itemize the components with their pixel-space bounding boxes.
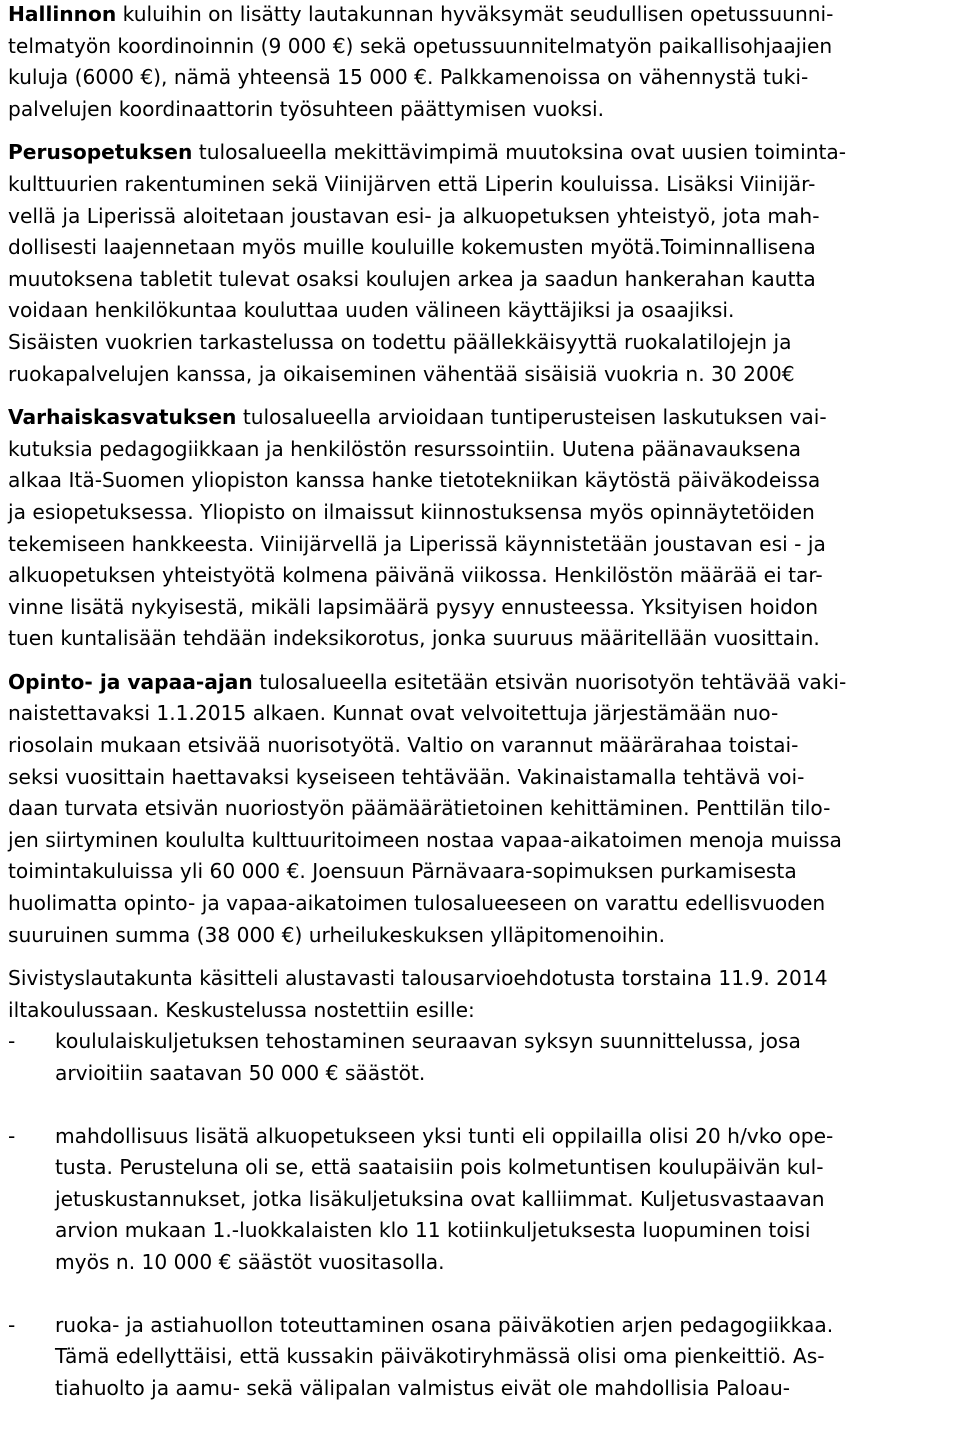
text-line: tuen kuntalisään tehdään indeksikorotus, jonka suuruus määritellään vuosittain. [8,626,820,651]
text-line: kulttuurien rakentuminen sekä Viinijärven että Liperin kouluissa. Lisäksi Viinijär- [8,171,816,196]
text-line-rest: tulosalueella arvioidaan tuntiperusteisen laskutuksen vai- [236,405,827,430]
text-line: dollisesti laajennetaan myös muille kouluille kokemusten myötä.Toiminnallisena [8,235,816,260]
text-line: vellä ja Liperissä aloitetaan joustavan esi- ja alkuopetuksen yhteistyö, jota mah- [8,203,820,228]
paragraph-gap [8,390,952,402]
text-line [8,137,952,169]
text-line [8,0,952,31]
paragraph-opinto-vapaa-aika [8,667,952,951]
text-line: toimintakuluissa yli 60 000 €. Joensuun Pärnävaara-sopimuksen purkamisesta [8,859,797,884]
list-gap [8,1090,952,1121]
paragraph-gap [8,951,952,963]
text-line: arvioitiin saatavan 50 000 € säästöt. [55,1061,426,1085]
text-line: huolimatta opinto- ja vapaa-aikatoimen tulosalueeseen on varattu edellisvuoden [8,891,826,916]
text-line: tiahuolto ja aamu- sekä välipalan valmistus eivät ole mahdollisia Paloau- [55,1375,791,1400]
text-line: arvion mukaan 1.-luokkalaisten klo 11 kotiinkuljetuksesta luopuminen toisi [55,1218,811,1243]
paragraph-hallinto [8,0,952,125]
text-line: naistettavaksi 1.1.2015 alkaen. Kunnat ovat velvoitettuja järjestämään nuo- [8,701,779,726]
text-line: mahdollisuus lisätä alkuopetukseen yksi tunti eli oppilailla olisi 20 h/vko ope- [55,1123,834,1148]
text-line: iltakoulussaan. Keskustelussa nostettiin esille: [8,997,475,1022]
text-line: koululaiskuljetuksen tehostaminen seuraavan syksyn suunnittelussa, josa [55,1029,801,1054]
text-line: Tämä edellyttäisi, että kussakin päiväkotiryhmässä olisi oma pienkeittiö. As- [55,1344,825,1369]
section-lead-perusopetus: Perusopetuksen [8,140,193,165]
list-gap [8,1279,952,1310]
text-line-rest: tulosalueella mekittävimpimä muutoksina ovat uusien toiminta- [192,140,847,165]
document-page [8,0,952,1404]
list-item-text [55,1026,952,1089]
text-line: tekemiseen hankkeesta. Viinijärvellä ja Liperissä käynnistetään joustavan esi - ja [8,531,826,556]
list-item [8,1121,952,1279]
text-line-rest: kuluihin on lisätty lautakunnan hyväksymät seudullisen opetussuunni- [116,2,834,26]
text-line: seksi vuosittain haettavaksi kyseiseen tehtävään. Vakinaistamalla tehtävä voi- [8,764,805,789]
paragraph-gap [8,655,952,667]
list-item [8,1310,952,1405]
list-dash: - [8,1312,16,1337]
text-line: riosolain mukaan etsivää nuorisotyötä. Valtio on varannut määrärahaa toistai- [8,733,799,758]
list-dash: - [8,1029,16,1054]
text-line: vinne lisätä nykyisestä, mikäli lapsimäärä pysyy ennusteessa. Yksityisen hoidon [8,594,819,619]
text-line: ruoka- ja astiahuollon toteuttaminen osana päiväkotien arjen pedagogiikkaa. [55,1312,834,1337]
text-line: suuruinen summa (38 000 €) urheilukeskuksen ylläpitomenoihin. [8,922,665,947]
text-line [8,667,952,699]
section-lead-varhaiskasvatus: Varhaiskasvatuksen [8,405,237,430]
text-line-rest: tulosalueella esitetään etsivän nuorisotyön tehtävää vaki- [252,669,847,694]
section-lead-opinto-vapaa-aika: Opinto- ja vapaa-ajan [8,669,253,694]
text-line: jetuskustannukset, jotka lisäkuljetuksina ovat kalliimmat. Kuljetusvastaavan [55,1186,825,1211]
text-line: myös n. 10 000 € säästöt vuositasolla. [55,1249,445,1274]
text-line: ja esiopetuksessa. Yliopisto on ilmaissut kiinnostuksensa myös opinnäytetöiden [8,499,815,524]
list-item-text [55,1310,952,1405]
text-line: daan turvata etsivän nuoriostyön päämäärätietoinen kehittäminen. Penttilän tilo- [8,796,831,821]
text-line: ruokapalvelujen kanssa, ja oikaiseminen vähentää sisäisiä vuokria n. 30 200€ [8,361,795,386]
text-line: alkaa Itä-Suomen yliopiston kanssa hanke tietotekniikan käytöstä päiväkodeissa [8,468,821,493]
paragraph-perusopetus [8,137,952,390]
section-lead-hallinto: Hallinnon [8,2,117,26]
paragraph-gap [8,125,952,137]
text-line: Sisäisten vuokrien tarkastelussa on todettu päällekkäisyyttä ruokalatilojejn ja [8,329,792,354]
text-line: tusta. Perusteluna oli se, että saataisiin pois kolmetuntisen koulupäivän kul- [55,1155,824,1180]
list-item-text [55,1121,952,1279]
text-line: jen siirtyminen koululta kulttuuritoimeen nostaa vapaa-aikatoimen menoja muissa [8,827,842,852]
text-line: voidaan henkilökuntaa kouluttaa uuden välineen käyttäjiksi ja osaajiksi. [8,298,735,323]
text-line: Sivistyslautakunta käsitteli alustavasti talousarvioehdotusta torstaina 11.9. 2014 [8,966,828,991]
text-line [8,402,952,434]
text-line: palvelujen koordinaattorin työsuhteen päättymisen vuoksi. [8,96,605,121]
paragraph-varhaiskasvatus [8,402,952,655]
text-line: alkuopetuksen yhteistyötä kolmena päivänä viikossa. Henkilöstön määrää ei tar- [8,563,823,588]
text-line: muutoksena tabletit tulevat osaksi koulujen arkea ja saadun hankerahan kautta [8,266,816,291]
text-line: kutuksia pedagogiikkaan ja henkilöstön resurssointiin. Uutena päänavauksena [8,436,801,461]
list-item [8,1026,952,1089]
paragraph-sivistyslautakunta [8,963,952,1026]
text-line: telmatyön koordinoinnin (9 000 €) sekä opetussuunnitelmatyön paikallisohjaajien [8,33,833,58]
list-dash: - [8,1123,16,1148]
text-line: kuluja (6000 €), nämä yhteensä 15 000 €. Palkkamenoissa on vähennystä tuki- [8,65,809,90]
